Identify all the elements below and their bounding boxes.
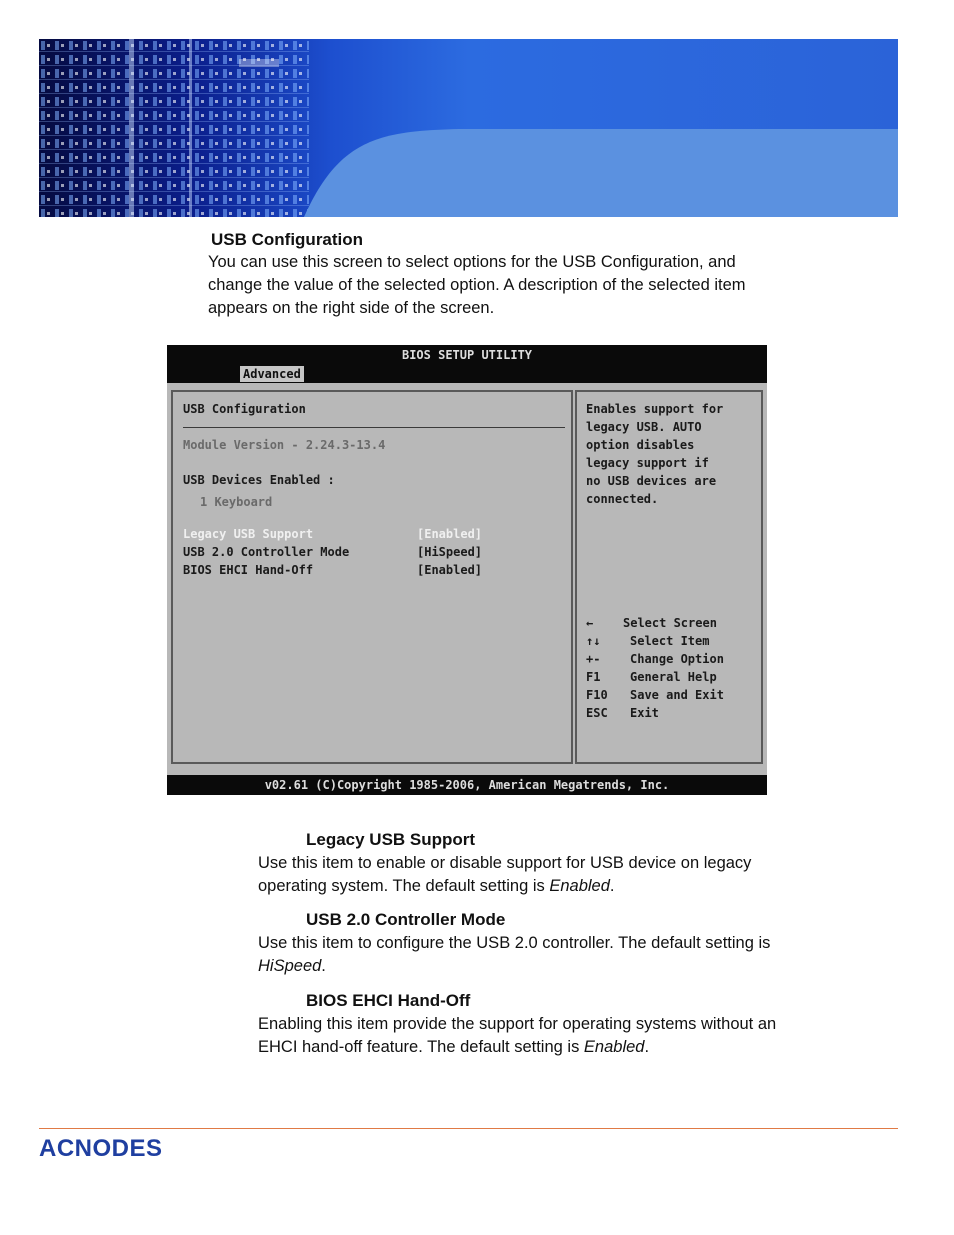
- section-legacy-usb-support: [258, 828, 778, 898]
- key-esc: ESC: [586, 706, 608, 720]
- divider: [183, 427, 565, 428]
- key-left-arrow: ←: [586, 616, 594, 630]
- footer-rule: [39, 1128, 898, 1129]
- help-line: Enables support for: [586, 402, 724, 416]
- panel-title: USB Configuration: [183, 402, 306, 416]
- intro-section: [208, 228, 748, 320]
- setting-usb20-controller-mode[interactable]: USB 2.0 Controller Mode: [183, 545, 350, 559]
- help-line: connected.: [586, 492, 659, 506]
- key-plus-minus: +-: [586, 652, 601, 666]
- usb-devices-label: USB Devices Enabled :: [183, 473, 335, 487]
- help-line: option disables: [586, 438, 695, 452]
- setting-bios-ehci-handoff-value[interactable]: [Enabled]: [417, 563, 483, 577]
- help-line: legacy support if: [586, 456, 709, 470]
- key-f10: F10: [586, 688, 608, 702]
- svg-text:ACNODES: ACNODES: [39, 1135, 163, 1162]
- bios-title: BIOS SETUP UTILITY: [167, 345, 767, 365]
- usb-devices-value: 1 Keyboard: [200, 495, 273, 509]
- section-bios-ehci-handoff: [258, 989, 778, 1059]
- circuit-board-image: [39, 39, 898, 217]
- bios-main-panel: [171, 390, 573, 764]
- header-banner: [39, 39, 898, 217]
- setting-bios-ehci-handoff[interactable]: BIOS EHCI Hand-Off: [183, 563, 314, 577]
- section-heading: Legacy USB Support: [306, 830, 476, 849]
- bios-help-panel: [575, 390, 763, 764]
- setting-legacy-usb-support[interactable]: Legacy USB Support: [183, 527, 314, 541]
- setting-legacy-usb-support-value[interactable]: [Enabled]: [417, 527, 483, 541]
- key-action: Save and Exit: [630, 688, 724, 702]
- section-paragraph: Use this item to enable or disable support for USB device on legacy operating system. The default setting is Enabled.: [258, 854, 752, 895]
- key-up-down-arrows: ↑↓: [586, 634, 601, 648]
- section-heading: USB Configuration: [211, 230, 364, 249]
- help-line: legacy USB. AUTO: [586, 420, 702, 434]
- help-line: no USB devices are: [586, 474, 717, 488]
- section-heading: BIOS EHCI Hand-Off: [306, 991, 471, 1010]
- bios-tab-bar: [167, 365, 767, 383]
- key-f1: F1: [586, 670, 601, 684]
- intro-paragraph: You can use this screen to select options for the USB Configuration, and change the value of the selected option. A description of the selected item appears on the right side of the screen.: [208, 253, 746, 317]
- key-action: General Help: [630, 670, 717, 684]
- setting-usb20-controller-mode-value[interactable]: [HiSpeed]: [417, 545, 483, 559]
- bios-screenshot: [167, 345, 767, 795]
- section-paragraph: Enabling this item provide the support for operating systems without an EHCI hand-off feature. The default setting is Enabled.: [258, 1015, 777, 1056]
- key-action: Change Option: [630, 652, 724, 666]
- section-usb20-controller-mode: [258, 908, 778, 978]
- key-action: Exit: [630, 706, 659, 720]
- bios-copyright: v02.61 (C)Copyright 1985-2006, American Megatrends, Inc.: [167, 775, 767, 795]
- section-paragraph: Use this item to configure the USB 2.0 controller. The default setting is HiSpeed.: [258, 934, 771, 975]
- acnodes-logo: [39, 1133, 195, 1163]
- key-action: Select Item: [630, 634, 710, 648]
- tab-advanced[interactable]: Advanced: [240, 366, 304, 382]
- module-version: Module Version - 2.24.3-13.4: [183, 438, 386, 452]
- section-heading: USB 2.0 Controller Mode: [306, 910, 506, 929]
- key-action: Select Screen: [623, 616, 717, 630]
